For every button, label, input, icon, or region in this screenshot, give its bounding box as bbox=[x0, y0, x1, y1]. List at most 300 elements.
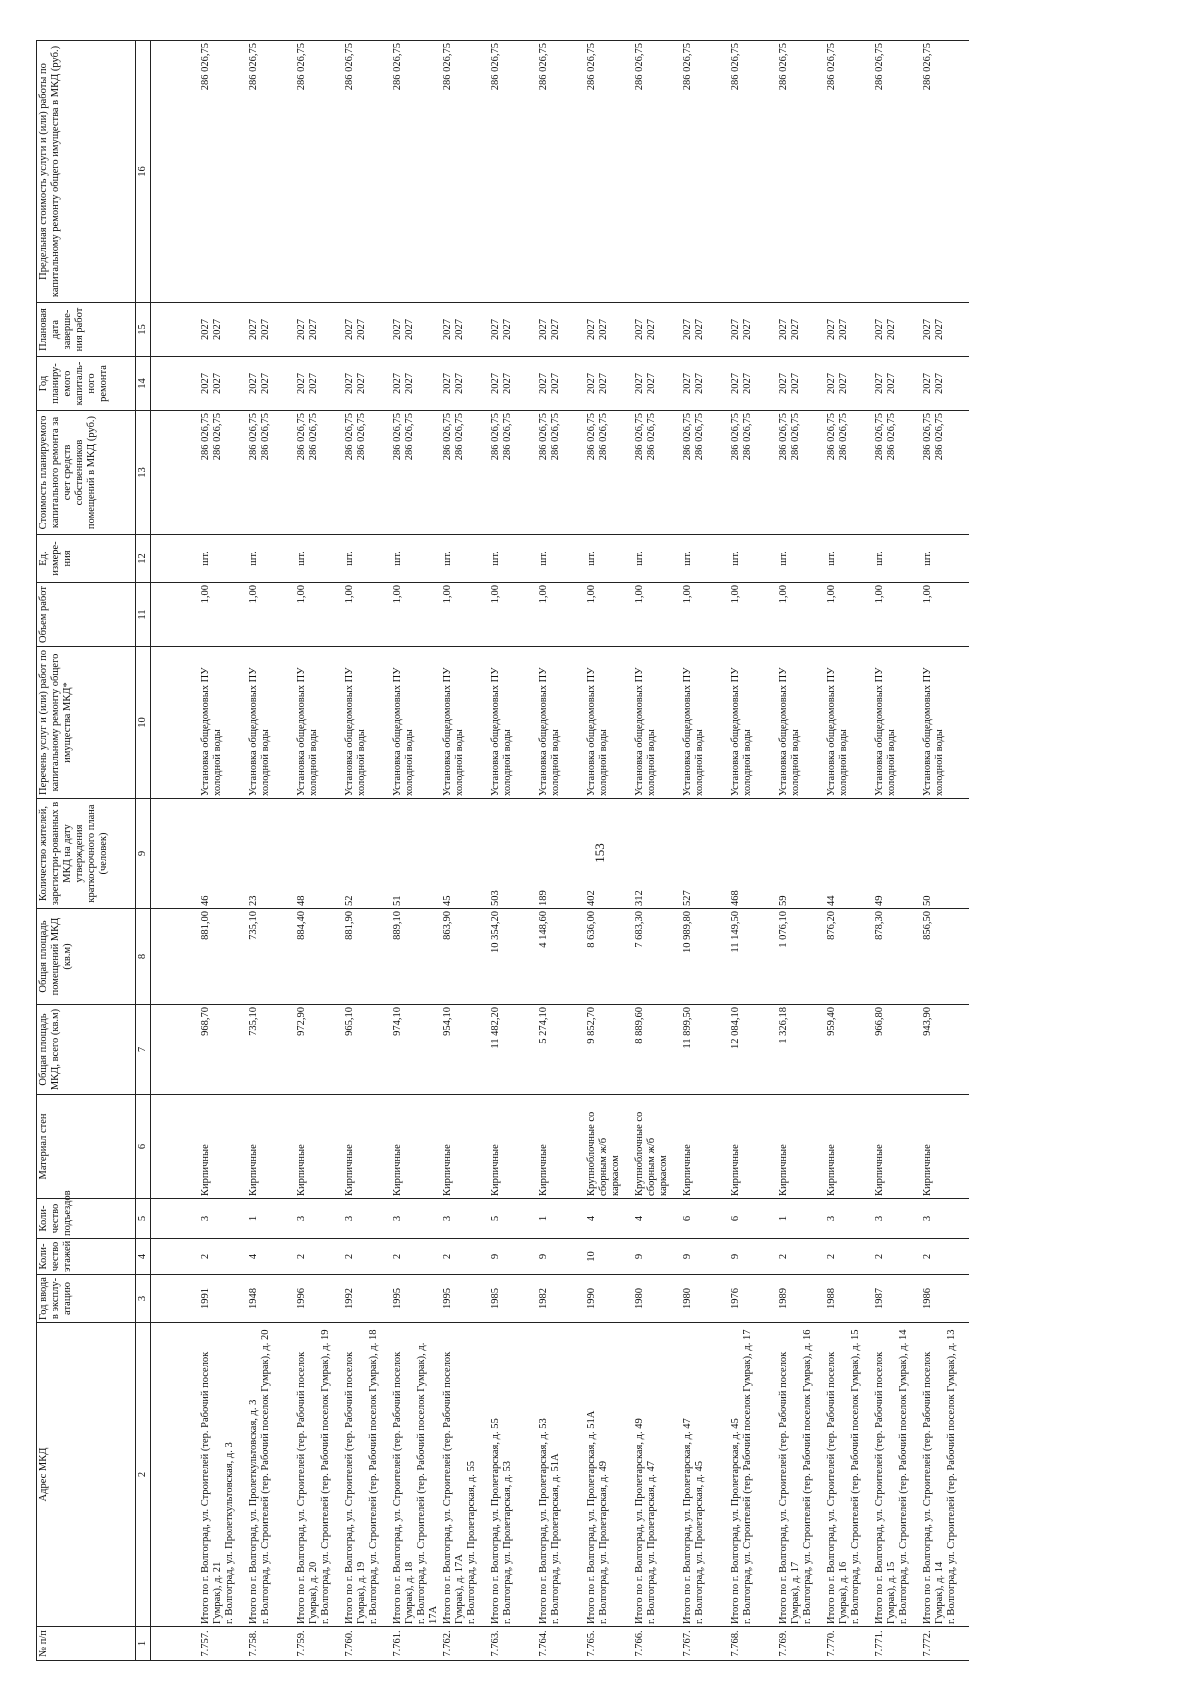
work-volume: 1,00 bbox=[248, 585, 259, 604]
row-number: 7.767. bbox=[682, 1630, 693, 1657]
work-list: Установка общедомовых ПУ холодной воды bbox=[682, 667, 705, 796]
table-cell bbox=[489, 909, 537, 1005]
table-cell bbox=[441, 909, 489, 1005]
max-cost: 286 026,75 bbox=[392, 43, 403, 91]
table-cell bbox=[825, 799, 873, 909]
table-cell bbox=[585, 1239, 633, 1275]
table-row bbox=[199, 41, 247, 1661]
total-area: 11 899,50 bbox=[682, 1007, 693, 1049]
residents-count: 503 bbox=[490, 890, 501, 906]
column-header: Общая площадь помещений МКД (кв.м) bbox=[37, 909, 136, 1005]
total-area: 12 084,10 bbox=[730, 1007, 741, 1049]
column-number: 7 bbox=[136, 1005, 151, 1095]
table-cell bbox=[247, 583, 295, 647]
table-cell bbox=[585, 41, 633, 303]
table-cell bbox=[295, 583, 343, 647]
table-cell bbox=[825, 357, 873, 411]
table-cell bbox=[585, 411, 633, 535]
work-list: Установка общедомовых ПУ холодной воды bbox=[538, 667, 561, 796]
table-cell bbox=[537, 909, 585, 1005]
cost: 286 026,75 bbox=[742, 413, 753, 461]
table-cell bbox=[441, 411, 489, 535]
end-date: 2027 bbox=[212, 319, 223, 340]
cost-total: 286 026,75 bbox=[634, 413, 645, 461]
commission-year: 1982 bbox=[538, 1288, 549, 1309]
commission-year: 1976 bbox=[730, 1288, 741, 1309]
repair-year-total: 2027 bbox=[826, 373, 837, 394]
floors-count: 2 bbox=[200, 1253, 211, 1260]
table-cell bbox=[681, 1095, 729, 1199]
column-number: 6 bbox=[136, 1095, 151, 1199]
table-cell bbox=[873, 1199, 921, 1239]
table-cell bbox=[585, 1095, 633, 1199]
work-list: Установка общедомовых ПУ холодной воды bbox=[730, 667, 753, 796]
wall-material: Крупноблочные со сборным ж/б каркасом bbox=[586, 1111, 621, 1196]
unit: шт. bbox=[248, 551, 259, 566]
table-cell bbox=[537, 799, 585, 909]
entrances-count: 3 bbox=[442, 1215, 453, 1222]
cost-total: 286 026,75 bbox=[442, 413, 453, 461]
premises-area: 878,30 bbox=[874, 911, 885, 940]
table-cell bbox=[151, 535, 200, 583]
table-cell bbox=[343, 41, 391, 303]
work-list: Установка общедомовых ПУ холодной воды bbox=[778, 667, 801, 796]
total-area: 9 852,70 bbox=[586, 1007, 597, 1044]
repair-year-total: 2027 bbox=[442, 373, 453, 394]
table-cell bbox=[295, 357, 343, 411]
table-cell bbox=[199, 583, 247, 647]
table-cell bbox=[199, 1095, 247, 1199]
floors-count: 2 bbox=[826, 1253, 837, 1260]
residents-count: 44 bbox=[826, 895, 837, 906]
table-cell bbox=[825, 647, 873, 799]
table-cell bbox=[777, 799, 825, 909]
total-address: Итого по г. Волгоград, ул. Строителей (тер. Рабочий поселок Гумрак), д. 20 bbox=[296, 1351, 319, 1624]
table-cell bbox=[777, 303, 825, 357]
table-cell bbox=[391, 1095, 441, 1199]
repair-year: 2027 bbox=[646, 373, 657, 394]
column-number: 13 bbox=[136, 411, 151, 535]
max-cost: 286 026,75 bbox=[296, 43, 307, 91]
table-cell bbox=[873, 357, 921, 411]
table-cell bbox=[343, 303, 391, 357]
max-cost: 286 026,75 bbox=[344, 43, 355, 91]
unit: шт. bbox=[730, 551, 741, 566]
floors-count: 2 bbox=[296, 1253, 307, 1260]
table-cell bbox=[151, 909, 200, 1005]
table-cell bbox=[729, 41, 777, 303]
table-row bbox=[873, 41, 921, 1661]
table-cell bbox=[151, 41, 200, 303]
repair-year: 2027 bbox=[550, 373, 561, 394]
end-date-total: 2027 bbox=[778, 319, 789, 340]
cost: 286 026,75 bbox=[260, 413, 271, 461]
table-cell bbox=[391, 647, 441, 799]
end-date: 2027 bbox=[934, 319, 945, 340]
table-cell bbox=[441, 1627, 489, 1661]
table-cell bbox=[921, 583, 969, 647]
table-cell bbox=[441, 535, 489, 583]
commission-year: 1988 bbox=[826, 1288, 837, 1309]
residents-count: 468 bbox=[730, 890, 741, 906]
floors-count: 4 bbox=[248, 1253, 259, 1260]
address: г. Волгоград, ул. Пролетарская, д. 51А bbox=[550, 1453, 561, 1624]
repair-year-total: 2027 bbox=[296, 373, 307, 394]
table-row bbox=[151, 41, 200, 1661]
repair-year: 2027 bbox=[838, 373, 849, 394]
row-number: 7.766. bbox=[634, 1630, 645, 1657]
work-list: Установка общедомовых ПУ холодной воды bbox=[874, 667, 897, 796]
table-row bbox=[537, 41, 585, 1661]
table-cell bbox=[151, 411, 200, 535]
column-number: 5 bbox=[136, 1199, 151, 1239]
table-cell bbox=[921, 1627, 969, 1661]
table-cell bbox=[199, 1199, 247, 1239]
total-area: 735,10 bbox=[248, 1007, 259, 1036]
wall-material: Кирпичные bbox=[778, 1144, 789, 1196]
table-row bbox=[343, 41, 391, 1661]
table-cell bbox=[199, 1323, 247, 1627]
address: г. Волгоград, ул. Пролетарская, д. 53 bbox=[502, 1460, 513, 1624]
unit: шт. bbox=[778, 551, 789, 566]
total-address: Итого по г. Волгоград, ул. Строителей (тер. Рабочий поселок Гумрак), д. 17А bbox=[442, 1351, 465, 1624]
total-area: 965,10 bbox=[344, 1007, 355, 1036]
table-cell bbox=[633, 411, 681, 535]
table-body bbox=[151, 41, 970, 1661]
table-cell bbox=[391, 303, 441, 357]
table-cell bbox=[729, 583, 777, 647]
wall-material: Кирпичные bbox=[922, 1144, 933, 1196]
cost: 286 026,75 bbox=[886, 413, 897, 461]
premises-area: 881,90 bbox=[344, 911, 355, 940]
row-number: 7.772. bbox=[922, 1630, 933, 1657]
column-number: 11 bbox=[136, 583, 151, 647]
repair-year-total: 2027 bbox=[392, 373, 403, 394]
floors-count: 2 bbox=[344, 1253, 355, 1260]
table-cell bbox=[537, 1239, 585, 1275]
work-volume: 1,00 bbox=[826, 585, 837, 604]
end-date-total: 2027 bbox=[586, 319, 597, 340]
address: г. Волгоград, ул. Пролетарская, д. 49 bbox=[598, 1460, 609, 1624]
cost: 286 026,75 bbox=[404, 413, 415, 461]
column-header: Год ввода в эксплу-атацию bbox=[37, 1275, 136, 1323]
total-area: 11 482,20 bbox=[490, 1007, 501, 1049]
wall-material: Кирпичные bbox=[344, 1144, 355, 1196]
repair-year: 2027 bbox=[260, 373, 271, 394]
table-cell bbox=[441, 799, 489, 909]
table-cell bbox=[729, 357, 777, 411]
max-cost: 286 026,75 bbox=[778, 43, 789, 91]
table-cell bbox=[391, 535, 441, 583]
column-number-row bbox=[136, 41, 151, 1661]
floors-count: 2 bbox=[778, 1253, 789, 1260]
table-cell bbox=[247, 1005, 295, 1095]
table-cell bbox=[681, 1275, 729, 1323]
table-cell bbox=[391, 41, 441, 303]
table-cell bbox=[633, 303, 681, 357]
table-cell bbox=[391, 1627, 441, 1661]
table-cell bbox=[343, 1199, 391, 1239]
table-cell bbox=[391, 583, 441, 647]
residents-count: 312 bbox=[634, 890, 645, 906]
premises-area: 884,40 bbox=[296, 911, 307, 940]
table-cell bbox=[729, 1275, 777, 1323]
table-cell bbox=[247, 1095, 295, 1199]
column-number: 4 bbox=[136, 1239, 151, 1275]
max-cost: 286 026,75 bbox=[248, 43, 259, 91]
column-number: 15 bbox=[136, 303, 151, 357]
table-cell bbox=[151, 799, 200, 909]
max-cost: 286 026,75 bbox=[586, 43, 597, 91]
table-cell bbox=[825, 583, 873, 647]
cost-total: 286 026,75 bbox=[296, 413, 307, 461]
end-date: 2027 bbox=[790, 319, 801, 340]
table-cell bbox=[585, 535, 633, 583]
table-cell bbox=[295, 1199, 343, 1239]
table-cell bbox=[681, 357, 729, 411]
table-cell bbox=[247, 1239, 295, 1275]
wall-material: Крупноблочные со сборным ж/б каркасом bbox=[634, 1111, 669, 1196]
table-cell bbox=[873, 411, 921, 535]
cost-total: 286 026,75 bbox=[248, 413, 259, 461]
table-cell bbox=[537, 1627, 585, 1661]
entrances-count: 3 bbox=[922, 1215, 933, 1222]
header-row bbox=[37, 41, 136, 1661]
table-cell bbox=[633, 357, 681, 411]
table-cell bbox=[295, 535, 343, 583]
premises-area: 876,20 bbox=[826, 911, 837, 940]
total-address: Итого по г. Волгоград, ул. Строителей (тер. Рабочий поселок Гумрак), д. 15 bbox=[874, 1351, 897, 1624]
cost: 286 026,75 bbox=[646, 413, 657, 461]
floors-count: 2 bbox=[922, 1253, 933, 1260]
table-cell bbox=[681, 909, 729, 1005]
total-address: Итого по г. Волгоград, ул. Пролетарская, д. 55 bbox=[490, 1418, 501, 1624]
table-cell bbox=[873, 647, 921, 799]
residents-count: 49 bbox=[874, 895, 885, 906]
table-cell bbox=[391, 411, 441, 535]
table-cell bbox=[777, 1627, 825, 1661]
table-row bbox=[391, 41, 441, 1661]
table-cell bbox=[633, 1627, 681, 1661]
row-number: 7.763. bbox=[490, 1630, 501, 1657]
table-row bbox=[585, 41, 633, 1661]
table-cell bbox=[391, 1199, 441, 1239]
table-cell bbox=[585, 1275, 633, 1323]
end-date: 2027 bbox=[550, 319, 561, 340]
table-cell bbox=[729, 799, 777, 909]
table-cell bbox=[825, 1005, 873, 1095]
commission-year: 1995 bbox=[442, 1288, 453, 1309]
table-cell bbox=[391, 909, 441, 1005]
repair-year: 2027 bbox=[934, 373, 945, 394]
table-cell bbox=[199, 535, 247, 583]
repair-year: 2027 bbox=[502, 373, 513, 394]
floors-count: 9 bbox=[634, 1253, 645, 1260]
max-cost: 286 026,75 bbox=[490, 43, 501, 91]
table-cell bbox=[729, 535, 777, 583]
cost-total: 286 026,75 bbox=[874, 413, 885, 461]
residents-count: 59 bbox=[778, 895, 789, 906]
column-header: № п/п bbox=[37, 1627, 136, 1661]
table-cell bbox=[489, 41, 537, 303]
table-cell bbox=[873, 1323, 921, 1627]
table-cell bbox=[825, 1627, 873, 1661]
table-cell bbox=[489, 1095, 537, 1199]
table-cell bbox=[873, 1275, 921, 1323]
total-area: 5 274,10 bbox=[538, 1007, 549, 1044]
table-cell bbox=[489, 647, 537, 799]
work-volume: 1,00 bbox=[392, 585, 403, 604]
address: г. Волгоград, ул. Строителей (тер. Рабочий поселок Гумрак), д. 15 bbox=[850, 1329, 861, 1624]
table-cell bbox=[247, 1199, 295, 1239]
table-cell bbox=[681, 1627, 729, 1661]
row-number: 7.770. bbox=[826, 1630, 837, 1657]
work-list: Установка общедомовых ПУ холодной воды bbox=[586, 667, 609, 796]
work-list: Установка общедомовых ПУ холодной воды bbox=[344, 667, 367, 796]
cost: 286 026,75 bbox=[356, 413, 367, 461]
commission-year: 1980 bbox=[634, 1288, 645, 1309]
cost-total: 286 026,75 bbox=[682, 413, 693, 461]
address: г. Волгоград, ул. Строителей (тер. Рабочий поселок Гумрак), д. 19 bbox=[320, 1329, 331, 1624]
address: г. Волгоград, ул. Строителей (тер. Рабочий поселок Гумрак), д. 17А bbox=[416, 1342, 439, 1624]
table-cell bbox=[729, 303, 777, 357]
table-cell bbox=[681, 1323, 729, 1627]
work-volume: 1,00 bbox=[442, 585, 453, 604]
row-number: 7.771. bbox=[874, 1630, 885, 1657]
repair-year-total: 2027 bbox=[344, 373, 355, 394]
row-number: 7.762. bbox=[442, 1630, 453, 1657]
cost-total: 286 026,75 bbox=[538, 413, 549, 461]
floors-count: 9 bbox=[682, 1253, 693, 1260]
end-date-total: 2027 bbox=[826, 319, 837, 340]
max-cost: 286 026,75 bbox=[874, 43, 885, 91]
table-cell bbox=[537, 1199, 585, 1239]
table-cell bbox=[489, 799, 537, 909]
row-number: 7.769. bbox=[778, 1630, 789, 1657]
table-cell bbox=[777, 535, 825, 583]
wall-material: Кирпичные bbox=[826, 1144, 837, 1196]
table-cell bbox=[921, 303, 969, 357]
floors-count: 9 bbox=[538, 1253, 549, 1260]
table-cell bbox=[777, 1005, 825, 1095]
row-number: 7.758. bbox=[248, 1630, 259, 1657]
table-row bbox=[729, 41, 777, 1661]
premises-area: 881,00 bbox=[200, 911, 211, 940]
premises-area: 735,10 bbox=[248, 911, 259, 940]
work-volume: 1,00 bbox=[922, 585, 933, 604]
end-date: 2027 bbox=[308, 319, 319, 340]
table-cell bbox=[391, 1275, 441, 1323]
max-cost: 286 026,75 bbox=[826, 43, 837, 91]
wall-material: Кирпичные bbox=[874, 1144, 885, 1196]
table-cell bbox=[681, 411, 729, 535]
end-date: 2027 bbox=[356, 319, 367, 340]
end-date: 2027 bbox=[260, 319, 271, 340]
work-list: Установка общедомовых ПУ холодной воды bbox=[634, 667, 657, 796]
table-cell bbox=[295, 1095, 343, 1199]
table-cell bbox=[295, 1323, 343, 1627]
column-header: Количество жителей, зарегистри-рованных в МКД на дату утверждения краткосрочного плана (человек) bbox=[37, 799, 136, 909]
table-cell bbox=[585, 357, 633, 411]
max-cost: 286 026,75 bbox=[682, 43, 693, 91]
repair-plan-table bbox=[36, 40, 969, 1661]
table-cell bbox=[295, 303, 343, 357]
table-cell bbox=[873, 1239, 921, 1275]
table-cell bbox=[247, 647, 295, 799]
column-header: Перечень услуг и (или) работ по капитальному ремонту общего имущества МКД* bbox=[37, 647, 136, 799]
table-cell bbox=[295, 411, 343, 535]
total-area: 1 326,18 bbox=[778, 1007, 789, 1044]
max-cost: 286 026,75 bbox=[442, 43, 453, 91]
floors-count: 9 bbox=[730, 1253, 741, 1260]
end-date: 2027 bbox=[598, 319, 609, 340]
floors-count: 9 bbox=[490, 1253, 501, 1260]
table-cell bbox=[729, 1627, 777, 1661]
address: г. Волгоград, ул. Пролетарская, д. 45 bbox=[694, 1460, 705, 1624]
premises-area: 4 148,60 bbox=[538, 911, 549, 948]
column-number: 12 bbox=[136, 535, 151, 583]
entrances-count: 4 bbox=[586, 1215, 597, 1222]
address: г. Волгоград, ул. Строителей (тер. Рабочий поселок Гумрак), д. 13 bbox=[946, 1329, 957, 1624]
table-cell bbox=[199, 1005, 247, 1095]
cost: 286 026,75 bbox=[454, 413, 465, 461]
repair-year: 2027 bbox=[212, 373, 223, 394]
end-date: 2027 bbox=[502, 319, 513, 340]
table-cell bbox=[873, 535, 921, 583]
column-header: Объем работ bbox=[37, 583, 136, 647]
address: г. Волгоград, ул. Строителей (тер. Рабочий поселок Гумрак), д. 14 bbox=[898, 1329, 909, 1624]
table-cell bbox=[199, 1275, 247, 1323]
table-cell bbox=[343, 535, 391, 583]
table-cell bbox=[825, 1199, 873, 1239]
residents-count: 45 bbox=[442, 895, 453, 906]
total-area: 943,90 bbox=[922, 1007, 933, 1036]
column-header: Адрес МКД bbox=[37, 1323, 136, 1627]
table-cell bbox=[343, 647, 391, 799]
cost: 286 026,75 bbox=[308, 413, 319, 461]
unit: шт. bbox=[392, 551, 403, 566]
repair-year: 2027 bbox=[694, 373, 705, 394]
table-cell bbox=[441, 1275, 489, 1323]
end-date-total: 2027 bbox=[490, 319, 501, 340]
residents-count: 51 bbox=[392, 895, 403, 906]
column-number: 3 bbox=[136, 1275, 151, 1323]
commission-year: 1989 bbox=[778, 1288, 789, 1309]
end-date-total: 2027 bbox=[922, 319, 933, 340]
max-cost: 286 026,75 bbox=[730, 43, 741, 91]
column-header: Общая площадь МКД, всего (кв.м) bbox=[37, 1005, 136, 1095]
address: г. Волгоград, ул. Пролеткультовская, д. 3 bbox=[224, 1442, 235, 1624]
table-cell bbox=[729, 411, 777, 535]
table-cell bbox=[825, 303, 873, 357]
row-number: 7.765. bbox=[586, 1630, 597, 1657]
table-cell bbox=[585, 1005, 633, 1095]
table-cell bbox=[441, 1323, 489, 1627]
table-cell bbox=[825, 909, 873, 1005]
table-cell bbox=[825, 1239, 873, 1275]
table-cell bbox=[199, 1239, 247, 1275]
table-cell bbox=[489, 1005, 537, 1095]
wall-material: Кирпичные bbox=[442, 1144, 453, 1196]
table-cell bbox=[151, 1005, 200, 1095]
repair-year: 2027 bbox=[454, 373, 465, 394]
table-cell bbox=[295, 909, 343, 1005]
table-cell bbox=[441, 1199, 489, 1239]
residents-count: 48 bbox=[296, 895, 307, 906]
table-cell bbox=[199, 357, 247, 411]
table-cell bbox=[343, 1627, 391, 1661]
table-cell bbox=[825, 1275, 873, 1323]
